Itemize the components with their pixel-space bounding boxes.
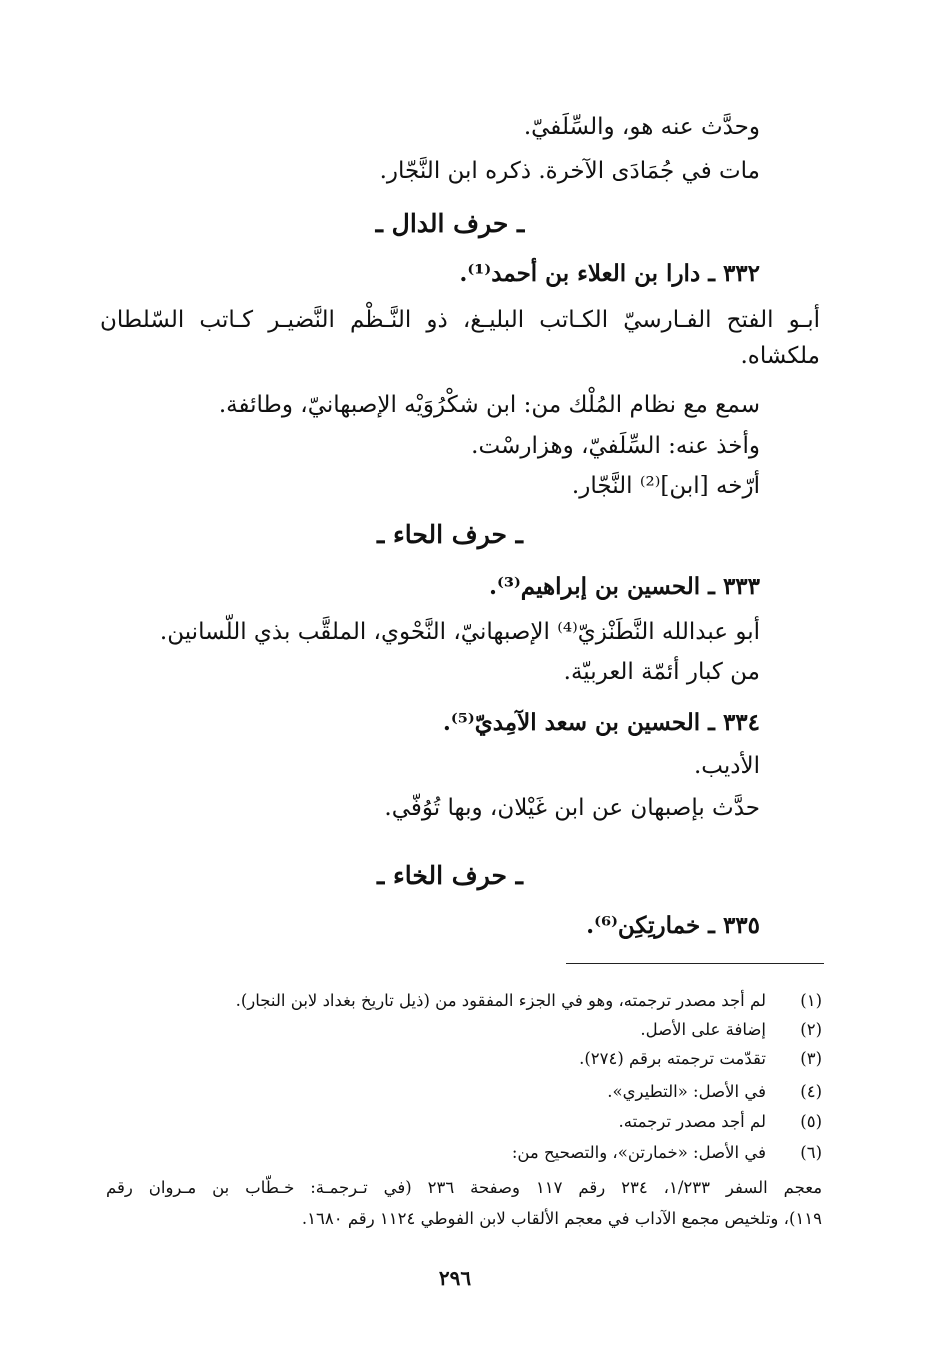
entry-heading-332: ٣٣٢ ـ دارا بن العلاء بن أحمد⁽¹⁾. <box>459 260 760 287</box>
text-line-narrated: وحدَّث عنه هو، والسِّلَفيّ. <box>523 114 760 140</box>
entry-332-line-1: أبـو الفتح الفـارسيّ الكـاتب البليـغ، ذو النَّـظْم النَّضيـر كـاتب السّلطان <box>100 307 820 333</box>
footnote-3 <box>579 1046 822 1072</box>
footnote-text: في الأصل: «خمارتن»، والتصحيح من: <box>511 1143 766 1162</box>
section-header-ha: ـ حرف الحاء ـ <box>377 520 523 549</box>
entry-332-line-3: سمع مع نظام المُلْك من: ابن شكْرُوَيْه الإصبهانيّ، وطائفة. <box>218 392 760 418</box>
entry-heading-335: ٣٣٥ ـ خمارتِكِن⁽⁶⁾. <box>586 912 760 939</box>
footnote-5 <box>619 1109 822 1135</box>
footnote-1 <box>236 988 822 1014</box>
text-line-death: مات في جُمَادَى الآخرة. ذكره ابن النَّجّار. <box>379 158 760 184</box>
entry-333-line-1: أبو عبدالله النَّطَنْزيّ⁽⁴⁾ الإصبهانيّ، النَّحْوي، الملقَّب بذي اللّسانين. <box>159 619 760 645</box>
footnote-number: (٦) <box>800 1143 822 1162</box>
footnote-number: (١) <box>800 991 822 1010</box>
footnote-text: لم أجد مصدر ترجمته، وهو في الجزء المفقود من (ذيل تاريخ بغداد لابن النجار). <box>235 991 766 1010</box>
footnote-text: لم أجد مصدر ترجمته. <box>618 1112 766 1131</box>
footnote-number: (٥) <box>800 1112 822 1131</box>
entry-334-line-1: الأديب. <box>693 753 760 779</box>
page-number: ٢٩٦ <box>438 1266 472 1290</box>
footnote-number: (٤) <box>800 1082 822 1101</box>
entry-334-line-2: حدَّث بإصبهان عن ابن غَيْلان، وبها تُوُفّي. <box>384 795 760 821</box>
footnote-4 <box>607 1079 822 1105</box>
footnote-6 <box>512 1140 822 1166</box>
footnote-text: في الأصل: «التطيري». <box>607 1082 766 1101</box>
footnote-6-continuation-1: معجم السفر ١/٢٣٣، ٢٣٤ رقم ١١٧ وصفحة ٢٣٦ (في تـرجمـة: خـطّاب بن مـروان رقم <box>106 1178 823 1197</box>
footnote-text: إضافة على الأصل. <box>640 1020 766 1039</box>
section-header-dal: ـ حرف الدال ـ <box>375 209 525 238</box>
entry-heading-333: ٣٣٣ ـ الحسين بن إبراهيم⁽³⁾. <box>489 573 760 600</box>
entry-332-line-4: وأخذ عنه: السِّلَفيّ، وهزارسْت. <box>471 433 760 459</box>
footnote-6-continuation-2: ١١٩)، وتلخيص مجمع الآداب في معجم الألقاب لابن الفوطي ١١٢٤ رقم ١٦٨٠. <box>301 1209 822 1228</box>
footnote-number: (٢) <box>800 1020 822 1039</box>
footnote-text: تقدّمت ترجمته برقم (٢٧٤). <box>579 1049 766 1068</box>
footnote-2 <box>640 1017 822 1043</box>
entry-332-line-2: ملكشاه. <box>740 343 820 369</box>
section-header-kha: ـ حرف الخاء ـ <box>377 861 523 890</box>
entry-332-line-5: أرّخه [ابن]⁽²⁾ النَّجّار. <box>571 473 760 499</box>
entry-heading-334: ٣٣٤ ـ الحسين بن سعد الآمِديّ⁽⁵⁾. <box>442 709 760 736</box>
footnote-number: (٣) <box>800 1049 822 1068</box>
footnote-separator <box>566 963 824 964</box>
entry-333-line-2: من كبار أئمّة العربيّة. <box>563 659 760 685</box>
